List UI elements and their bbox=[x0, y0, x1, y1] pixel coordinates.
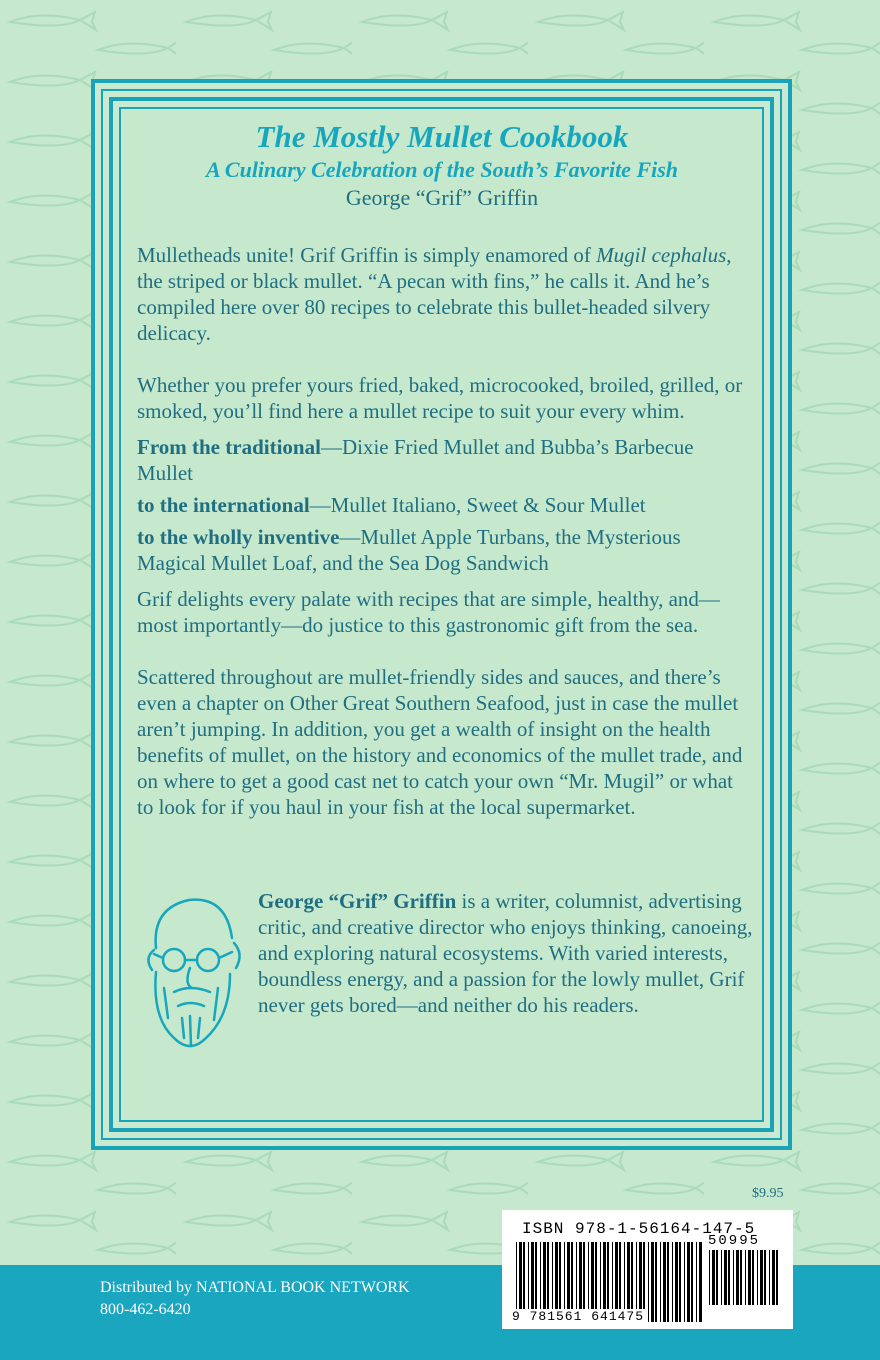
price: $9.95 bbox=[752, 1186, 784, 1201]
bio-text: George “Grif” Griffin is a writer, columnist, advertising critic, and creative director who enjoys thinking, canoeing, and exploring natural ecosystems. With varied interests, boundless energy, and a passion for the lowly mullet, Grif never gets bored—and neither do his readers. bbox=[258, 889, 753, 1017]
distributor-phone: 800-462-6420 bbox=[100, 1301, 191, 1318]
book-title: The Mostly Mullet Cookbook bbox=[255, 119, 629, 154]
author-bio bbox=[134, 888, 754, 1088]
author-portrait-drawing bbox=[134, 888, 246, 1058]
back-cover-content bbox=[137, 118, 747, 820]
barcode bbox=[502, 1210, 793, 1329]
blurb-paragraph-2: Whether you prefer yours fried, baked, microcooked, broiled, grilled, or smoked, you’ll find here a mullet recipe to suit your every whim. bbox=[137, 373, 743, 423]
blurb-paragraph-7: Scattered throughout are mullet-friendly sides and sauces, and there’s even a chapter on Other Great Southern Seafood, just in case the mullet aren’t jumping. In addition, you get a wealth of insight on the health benefits of mullet, on the history and economics of the mullet trade, and on where to get a good cast net to catch your own “Mr. Mugil” or what to look for if you haul in your fish at the local supermarket. bbox=[137, 665, 743, 819]
blurb-inventive: to the wholly inventive—Mullet Apple Turbans, the Mysterious Magical Mullet Loaf, and the Sea Dog Sandwich bbox=[137, 525, 681, 575]
barcode-addon-bars bbox=[707, 1250, 783, 1305]
blurb-paragraph-6: Grif delights every palate with recipes that are simple, healthy, and—most importantly—do justice to this gastronomic gift from the sea. bbox=[137, 587, 720, 637]
book-author: George “Grif” Griffin bbox=[345, 185, 539, 210]
blurb-paragraph-1: Mulletheads unite! Grif Griffin is simply enamored of Mugil cephalus, the striped or black mullet. “A pecan with fins,” he calls it. And he’s compiled here over 80 recipes to celebrate this bullet-headed silvery delicacy. bbox=[137, 243, 732, 345]
blurb-traditional: From the traditional—Dixie Fried Mullet and Bubba’s Barbecue Mullet bbox=[137, 435, 694, 485]
barcode-ean-number: 9 781561 641475 bbox=[512, 1309, 645, 1324]
distributor-name: Distributed by NATIONAL BOOK NETWORK bbox=[100, 1279, 410, 1296]
distributor-info bbox=[100, 1277, 410, 1321]
blurb-international: to the international—Mullet Italiano, Sweet & Sour Mullet bbox=[137, 493, 646, 517]
isbn-label: ISBN 978-1-56164-147-5 bbox=[522, 1220, 756, 1238]
barcode-addon-number: 50995 bbox=[708, 1233, 761, 1249]
book-subtitle: A Culinary Celebration of the South’s Favorite Fish bbox=[205, 157, 679, 182]
